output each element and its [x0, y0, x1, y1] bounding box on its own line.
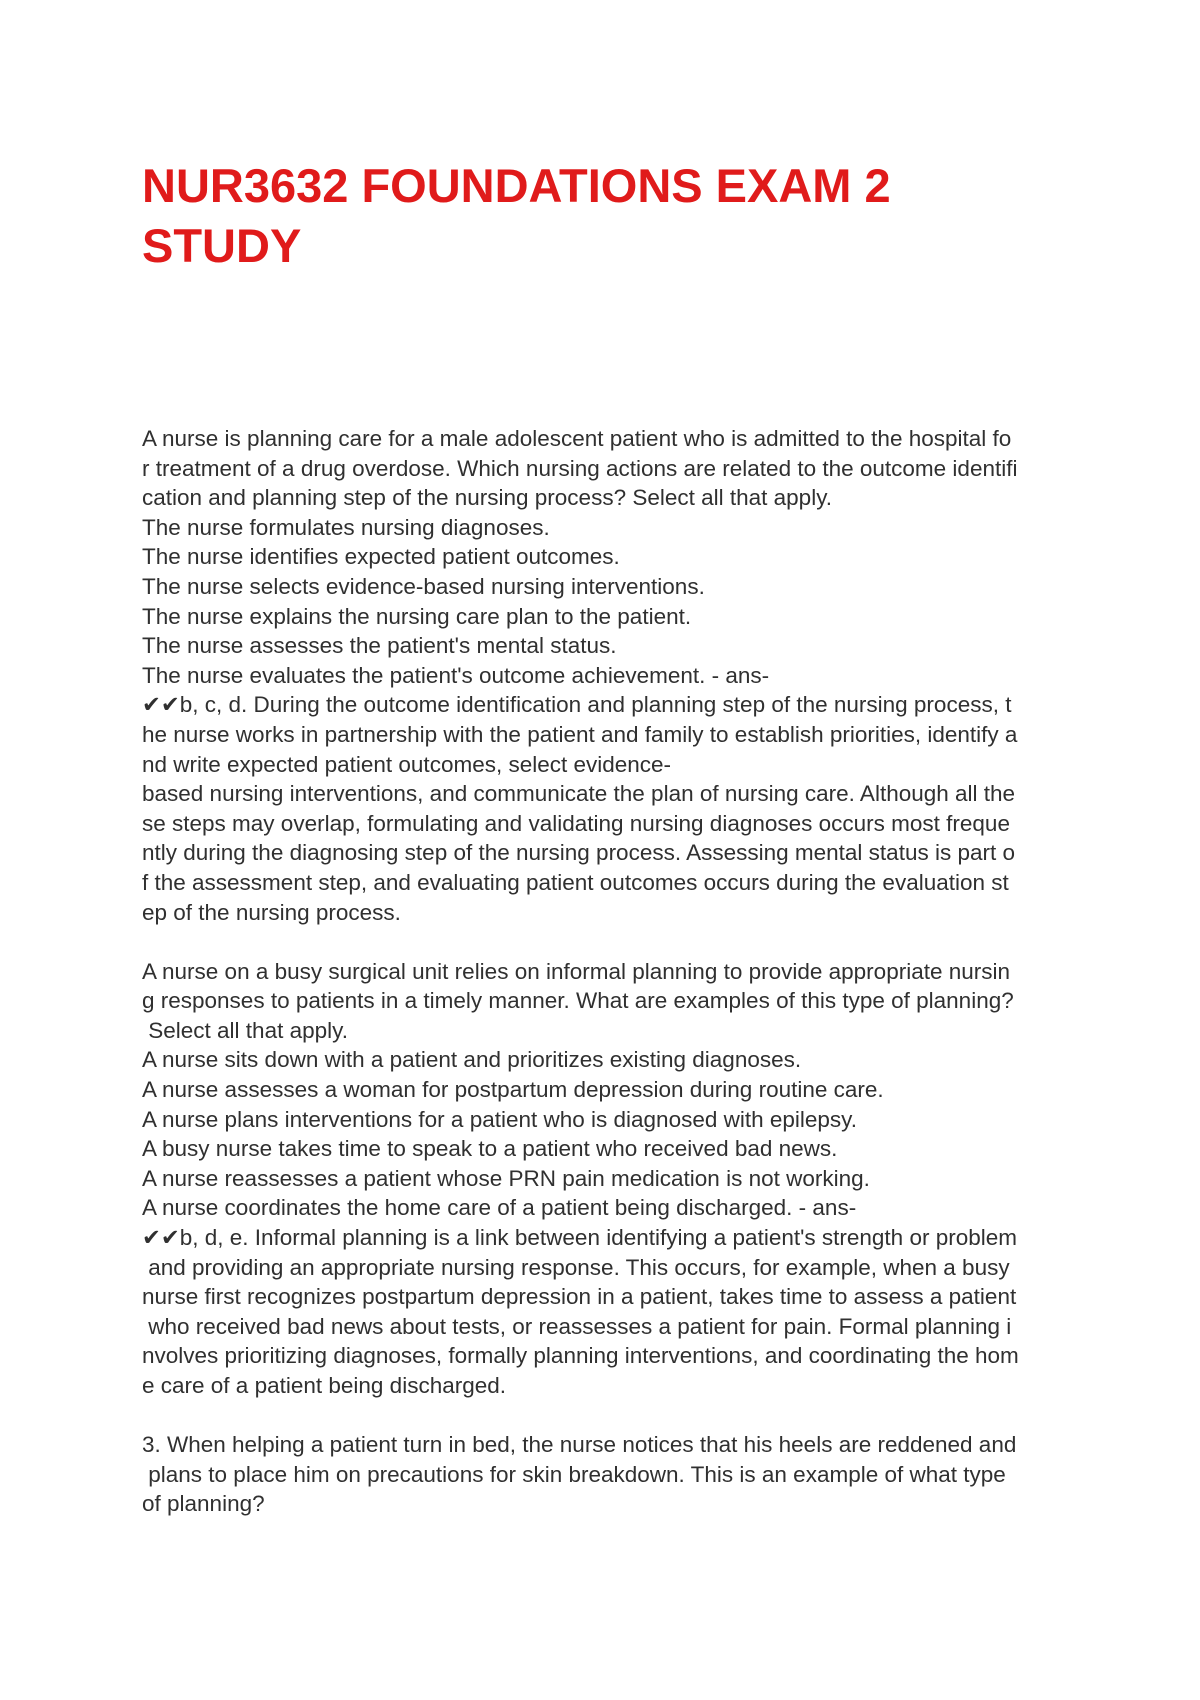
text-line: The nurse formulates nursing diagnoses.	[142, 514, 550, 540]
text-line: se steps may overlap, formulating and validating nursing diagnoses occurs most freque	[142, 810, 1010, 836]
text-line: 3. When helping a patient turn in bed, the nurse notices that his heels are reddened and	[142, 1432, 1017, 1458]
text-line: cation and planning step of the nursing process? Select all that apply.	[142, 485, 833, 511]
text-line: nd write expected patient outcomes, select evidence-	[142, 751, 672, 777]
question-block-3	[142, 1430, 1082, 1519]
text-line: The nurse explains the nursing care plan to the patient.	[142, 603, 692, 629]
text-line: A nurse is planning care for a male adolescent patient who is admitted to the hospital fo	[142, 426, 1012, 451]
text-line: r treatment of a drug overdose. Which nursing actions are related to the outcome identifi	[142, 455, 1018, 481]
text-line: he nurse works in partnership with the patient and family to establish priorities, identify a	[142, 721, 1018, 747]
text-line: nvolves prioritizing diagnoses, formally planning interventions, and coordinating the hom	[142, 1343, 1019, 1369]
text-line: e care of a patient being discharged.	[142, 1373, 506, 1398]
paragraph-gap	[142, 1401, 1082, 1431]
text-line: ep of the nursing process.	[142, 899, 401, 925]
text-line: The nurse identifies expected patient outcomes.	[142, 544, 620, 570]
text-line: plans to place him on precautions for skin breakdown. This is an example of what type	[142, 1461, 1006, 1487]
text-line: The nurse selects evidence-based nursing interventions.	[142, 573, 705, 599]
text-line: of planning?	[142, 1491, 265, 1517]
text-line: A nurse on a busy surgical unit relies on informal planning to provide appropriate nursin	[142, 958, 1011, 984]
text-line: g responses to patients in a timely manner. What are examples of this type of planning?	[142, 988, 1014, 1014]
text-line: ✔✔b, d, e. Informal planning is a link between identifying a patient's strength or problem	[142, 1225, 1017, 1251]
page-title	[142, 156, 891, 276]
text-line: A nurse sits down with a patient and prioritizes existing diagnoses.	[142, 1047, 802, 1073]
text-line: The nurse assesses the patient's mental status.	[142, 633, 617, 659]
question-block-2	[142, 957, 1082, 1401]
text-line: ✔✔b, c, d. During the outcome identification and planning step of the nursing process, t	[142, 692, 1012, 718]
text-line: and providing an appropriate nursing response. This occurs, for example, when a busy	[142, 1254, 1010, 1280]
text-line: Select all that apply.	[142, 1017, 348, 1043]
text-line: nurse first recognizes postpartum depression in a patient, takes time to assess a patient	[142, 1284, 1017, 1310]
text-line: The nurse evaluates the patient's outcome achievement. - ans-	[142, 662, 770, 688]
text-line: based nursing interventions, and communicate the plan of nursing care. Although all the	[142, 781, 1016, 807]
text-line: A busy nurse takes time to speak to a patient who received bad news.	[142, 1136, 838, 1162]
text-line: A nurse coordinates the home care of a patient being discharged. - ans-	[142, 1195, 857, 1221]
text-line: A nurse assesses a woman for postpartum depression during routine care.	[142, 1077, 884, 1103]
text-line: ntly during the diagnosing step of the nursing process. Assessing mental status is part o	[142, 840, 1015, 866]
text-line: f the assessment step, and evaluating patient outcomes occurs during the evaluation st	[142, 869, 1009, 895]
text-line: A nurse plans interventions for a patient who is diagnosed with epilepsy.	[142, 1106, 858, 1132]
text-line: who received bad news about tests, or reassesses a patient for pain. Formal planning i	[142, 1313, 1012, 1339]
document-body	[142, 424, 1082, 1519]
text-line: A nurse reassesses a patient whose PRN pain medication is not working.	[142, 1165, 870, 1191]
title-line-2: STUDY	[142, 219, 302, 272]
paragraph-gap	[142, 927, 1082, 957]
question-block-1	[142, 424, 1082, 927]
title-line-1: NUR3632 FOUNDATIONS EXAM 2	[142, 159, 891, 212]
